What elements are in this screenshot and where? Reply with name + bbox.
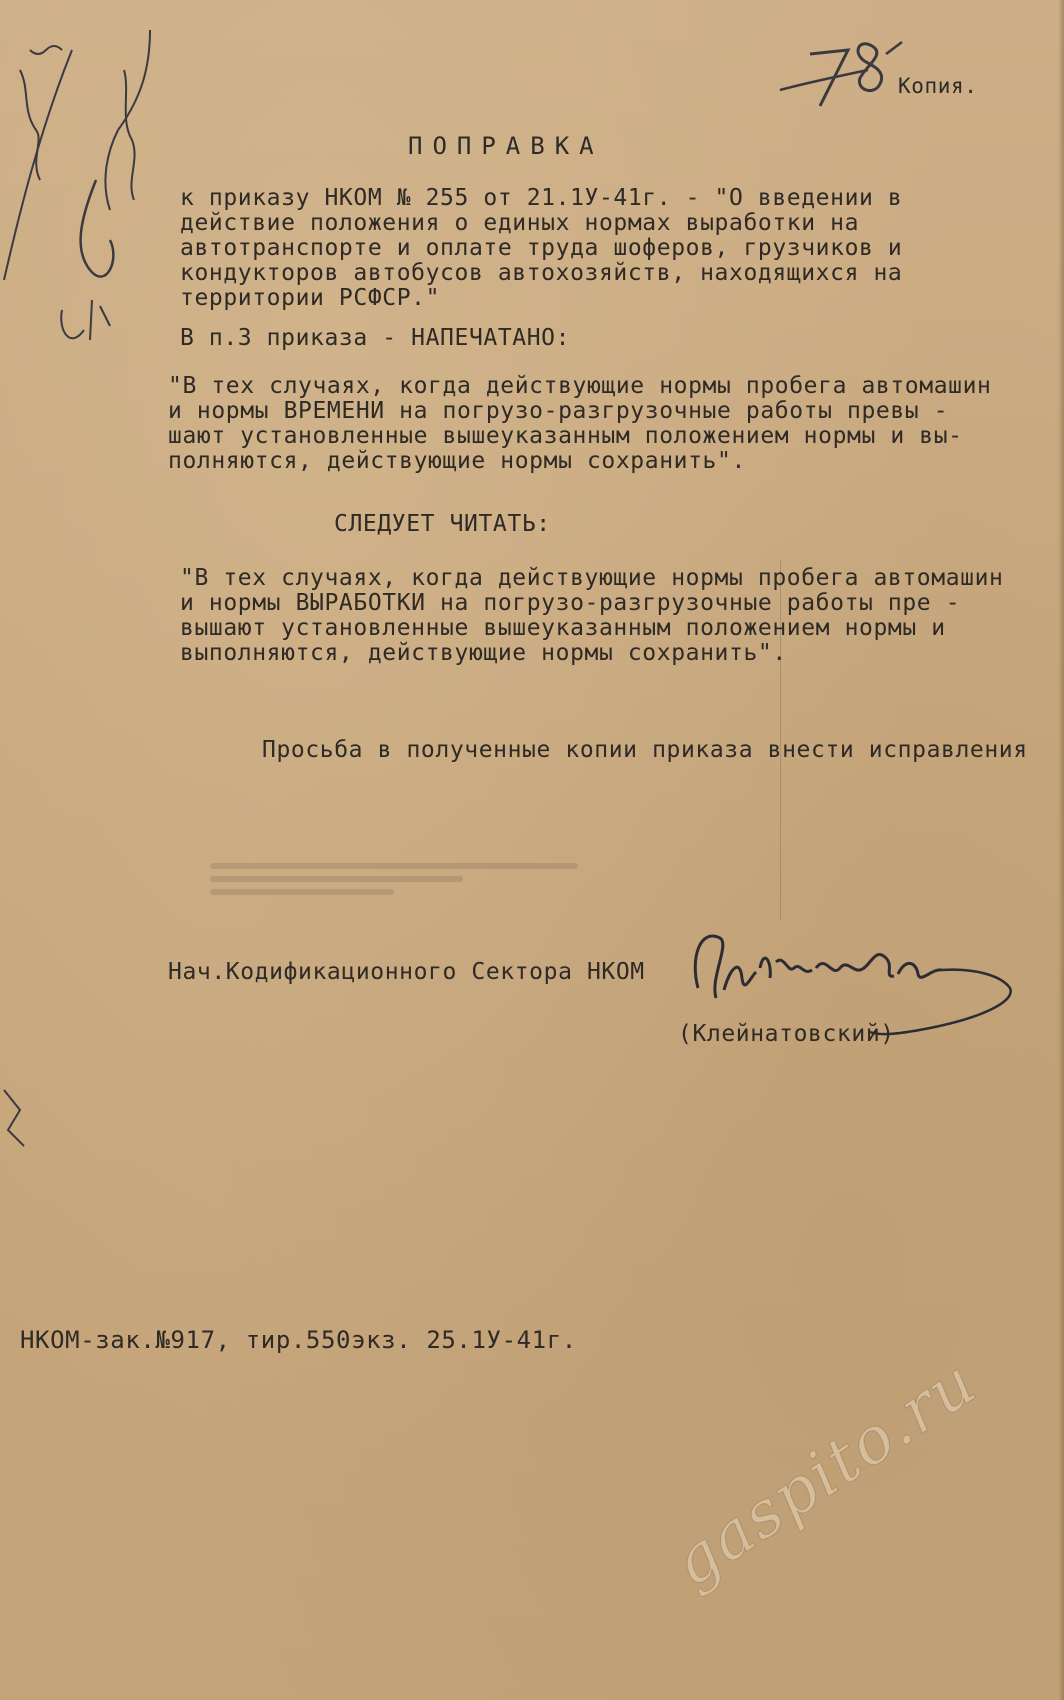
margin-handwriting <box>0 10 180 370</box>
quote-line: вышают установленные вышеуказанным положением нормы и <box>180 615 946 641</box>
printed-quote <box>168 374 992 474</box>
print-footer: НКОМ-зак.№917, тир.550экз. 25.1У-41г. <box>20 1326 577 1354</box>
read-as-heading: СЛЕДУЕТ ЧИТАТЬ: <box>334 511 551 537</box>
quote-line: и нормы ВЫРАБОТКИ на погрузо-разгрузочные работы пре - <box>180 590 961 616</box>
signatory-title: Нач.Кодификационного Сектора НКОМ <box>168 959 645 985</box>
quote-line: "В тех случаях, когда действующие нормы пробега автомашин <box>168 373 992 399</box>
margin-mark <box>0 1080 40 1160</box>
signatory-name: (Клейнатовский) <box>678 1021 895 1047</box>
subtitle-line: территории РСФСР." <box>180 285 441 311</box>
printed-heading: В п.3 приказа - НАПЕЧАТАНО: <box>180 325 571 351</box>
watermark <box>660 1345 990 1601</box>
document-title: ПОПРАВКА <box>408 132 604 160</box>
faded-text-show-through <box>210 856 670 902</box>
quote-line: и нормы ВРЕМЕНИ на погрузо-разгрузочные работы превы - <box>168 398 949 424</box>
order-subtitle <box>180 186 902 311</box>
watermark-text: gaspito.ru <box>660 1345 991 1602</box>
subtitle-line: кондукторов автобусов автохозяйств, находящихся на <box>180 260 903 286</box>
quote-line: "В тех случаях, когда действующие нормы пробега автомашин <box>180 565 1004 591</box>
quote-line: полняются, действующие нормы сохранить". <box>168 448 746 474</box>
copy-label: Копия. <box>898 74 978 98</box>
subtitle-line: действие положения о единых нормах выработки на <box>180 210 860 236</box>
quote-line: шают установленные вышеуказанным положением нормы и вы- <box>168 423 963 449</box>
quote-line: выполняются, действующие нормы сохранить". <box>180 640 787 666</box>
subtitle-line: автотранспорте и оплате труда шоферов, грузчиков и <box>180 235 903 261</box>
paper-edge-shadow <box>1058 0 1064 1700</box>
subtitle-line: к приказу НКОМ № 255 от 21.1У-41г. - "О введении в <box>180 185 903 211</box>
corrected-quote <box>180 566 1004 666</box>
signature <box>680 918 1020 1038</box>
handwritten-archive-number <box>770 32 920 112</box>
correction-request: Просьба в полученные копии приказа внести исправления <box>262 737 1028 763</box>
